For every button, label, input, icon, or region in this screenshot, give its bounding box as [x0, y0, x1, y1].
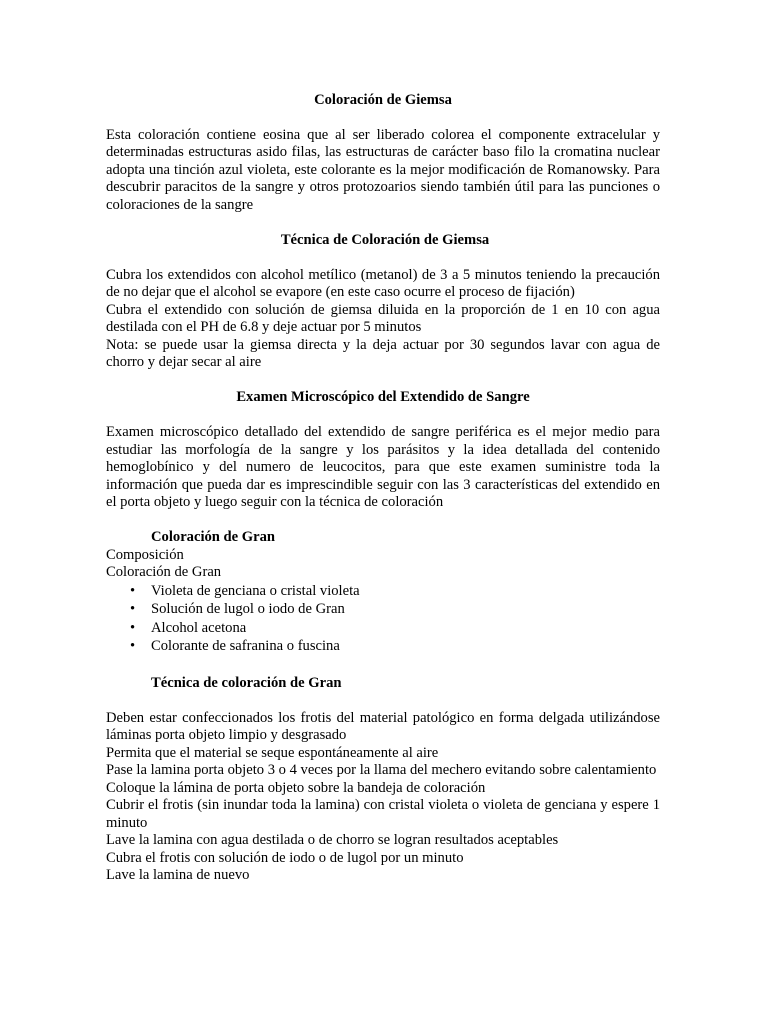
list-item: • Solución de lugol o iodo de Gran	[130, 601, 345, 617]
bullet-icon: •	[130, 638, 136, 654]
tecnica-gran-title: Técnica de coloración de Gran	[151, 674, 342, 691]
document-content	[106, 92, 660, 885]
tecnica-gran-step-5: Cubrir el frotis (sin inundar toda la lamina) con cristal violeta o violeta de genciana y espere 1 minuto	[106, 797, 660, 831]
giemsa-title: Coloración de Giemsa	[314, 92, 452, 108]
tecnica-giemsa-step-2: Cubra el extendido con solución de giemsa diluida en la proporción de 1 en 10 con agua destilada con el PH de 6.8 y deje actuar por 5 minutos	[106, 301, 660, 335]
examen-title: Examen Microscópico del Extendido de Sangre	[236, 389, 530, 405]
tecnica-gran-step-6: Lave la lamina con agua destilada o de chorro se logran resultados aceptables	[106, 832, 559, 848]
tecnica-gran-step-4: Coloque la lámina de porta objeto sobre la bandeja de coloración	[106, 779, 486, 796]
tecnica-gran-step-1: Deben estar confeccionados los frotis del material patológico en forma delgada utilizándose láminas porta objeto limpio y desgrasado	[106, 709, 660, 743]
gran-title: Coloración de Gran	[151, 529, 276, 545]
gran-composicion: Composición	[106, 546, 184, 563]
bullet-icon: •	[130, 619, 136, 636]
list-item: • Alcohol acetona	[130, 619, 247, 636]
tecnica-giemsa-note: Nota: se puede usar la giemsa directa y la deja actuar por 30 segundos lavar con agua de chorro y dejar secar al aire	[106, 336, 660, 370]
tecnica-giemsa-step-1: Cubra los extendidos con alcohol metílico (metanol) de 3 a 5 minutos teniendo la precaución de no dejar que el alcohol se evapore (en este caso ocurre el proceso de fijación)	[106, 266, 660, 300]
gran-composition-list	[106, 582, 660, 656]
tecnica-giemsa-title: Técnica de Coloración de Giemsa	[280, 231, 490, 248]
examen-paragraph: Examen microscópico detallado del extendido de sangre periférica es el mejor medio para estudiar las morfología de la sangre y los parásitos y la idea detallada del contenido hemoglobínico y del numero de leucocitos, para que este examen suministre toda la información que pueda dar es imprescindible seguir con las 3 características del extendido en el porta objeto y luego seguir con la técnica de coloración	[106, 424, 660, 510]
list-item: • Violeta de genciana o cristal violeta	[130, 582, 360, 599]
list-item: • Colorante de safranina o fuscina	[130, 638, 340, 654]
giemsa-paragraph: Esta coloración contiene eosina que al ser liberado colorea el componente extracelular y determinadas estructuras asido filas, las estructuras de carácter baso filo la cromatina nuclear adopta una tinción azul violeta, este colorante es la mejor modificación de Romanowsky. Para descubrir paracitos de la sangre y otros protozoarios siendo también útil para las punciones o coloraciones de la sangre	[106, 126, 660, 213]
bullet-icon: •	[130, 582, 136, 599]
gran-subtitle: Coloración de Gran	[106, 564, 222, 580]
bullet-icon: •	[130, 601, 136, 617]
tecnica-gran-step-7: Cubra el frotis con solución de iodo o de lugol por un minuto	[106, 849, 464, 866]
tecnica-gran-step-2: Permita que el material se seque espontáneamente al aire	[106, 744, 439, 761]
tecnica-gran-step-8: Lave la lamina de nuevo	[106, 867, 250, 883]
tecnica-gran-step-3: Pase la lamina porta objeto 3 o 4 veces por la llama del mechero evitando sobre calentamiento	[106, 762, 657, 778]
